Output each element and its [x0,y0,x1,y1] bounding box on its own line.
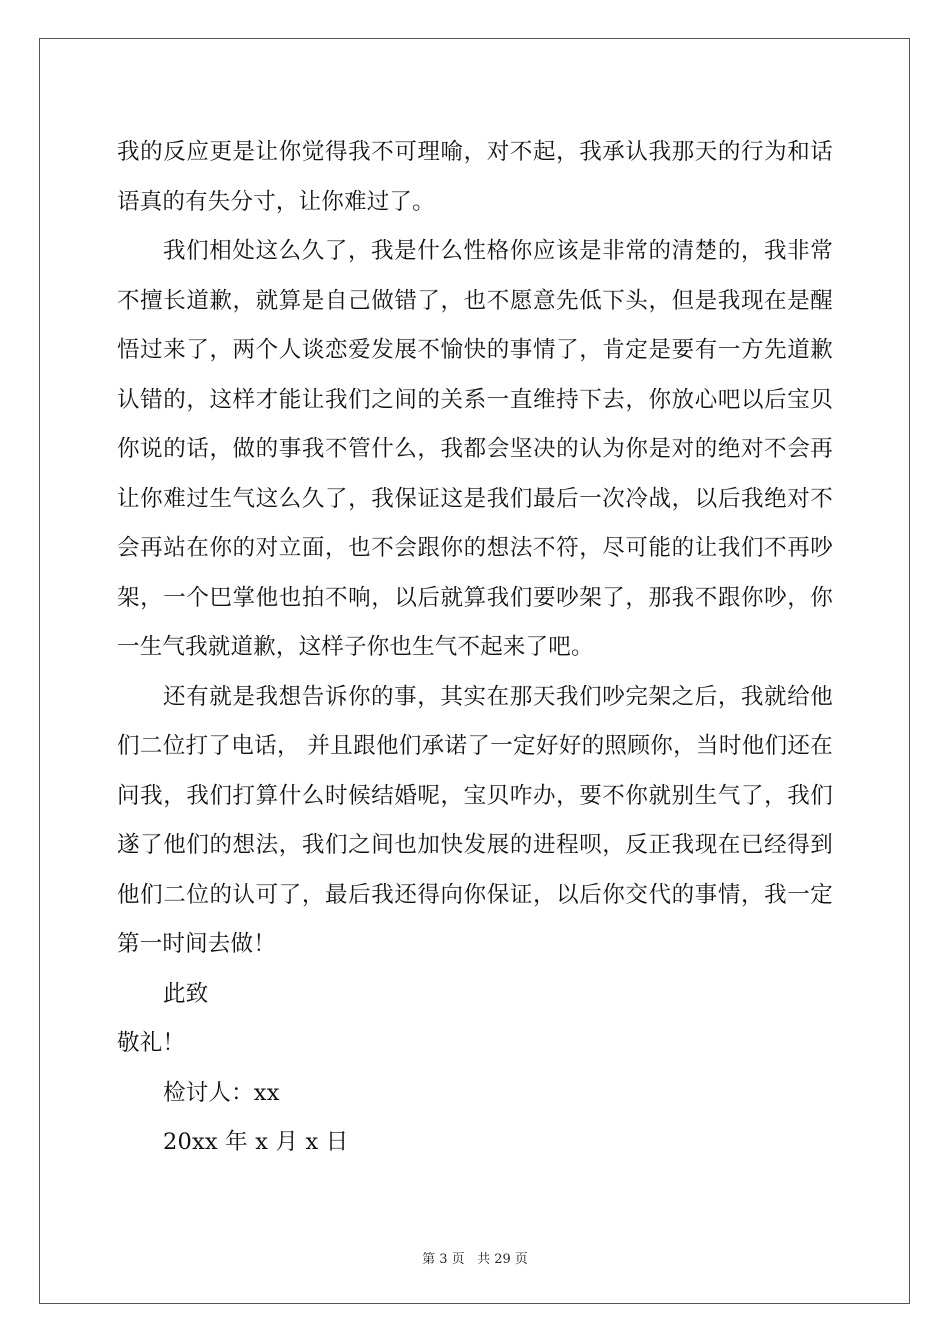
closing-phrase: 此致 [163,980,209,1007]
document-body [117,128,833,1168]
page-total: 共 29 页 [477,1252,528,1267]
date-line: 20xx 年 x 月 x 日 [163,1129,349,1155]
paragraph-apology: 我们相处这么久了，我是什么性格你应该是非常的清楚的，我非常不擅长道歉，就算是自己做错了，也不愿意先低下头，但是我现在是醒悟过来了，两个人谈恋爱发展不愉快的事情了，肯定是要有一方先道歉认错的，这样才能让我们之间的关系一直维持下去，你放心吧以后宝贝你说的话，做的事我不管什么，我都会坚决的认为你是对的绝对不会再让你难过生气这么久了，我保证这是我们最后一次冷战，以后我绝对不会再站在你的对立面，也不会跟你的想法不符，尽可能的让我们不再吵架，一个巴掌他也拍不响，以后就算我们要吵架了，那我不跟你吵，你一生气我就道歉，这样子你也生气不起来了吧。 [117,238,833,660]
page-number: 第 3 页 [422,1252,465,1267]
paragraph-continued: 我的反应更是让你觉得我不可理喻，对不起，我承认我那天的行为和话语真的有失分寸，让你难过了。 [117,139,833,215]
signature: 检讨人：xx [163,1079,280,1106]
salutation: 敬礼！ [117,1030,186,1056]
paragraph-promise: 还有就是我想告诉你的事，其实在那天我们吵完架之后，我就给他们二位打了电话， 并且跟他们承诺了一定好好的照顾你，当时他们还在问我，我们打算什么时候结婚呢，宝贝咋办，要不你就别生气了，我们遂了他们的想法，我们之间也加快发展的进程呗，反正我现在已经得到他们二位的认可了，最后我还得向你保证，以后你交代的事情，我一定第一时间去做！ [117,683,833,957]
page-footer [0,1248,950,1267]
